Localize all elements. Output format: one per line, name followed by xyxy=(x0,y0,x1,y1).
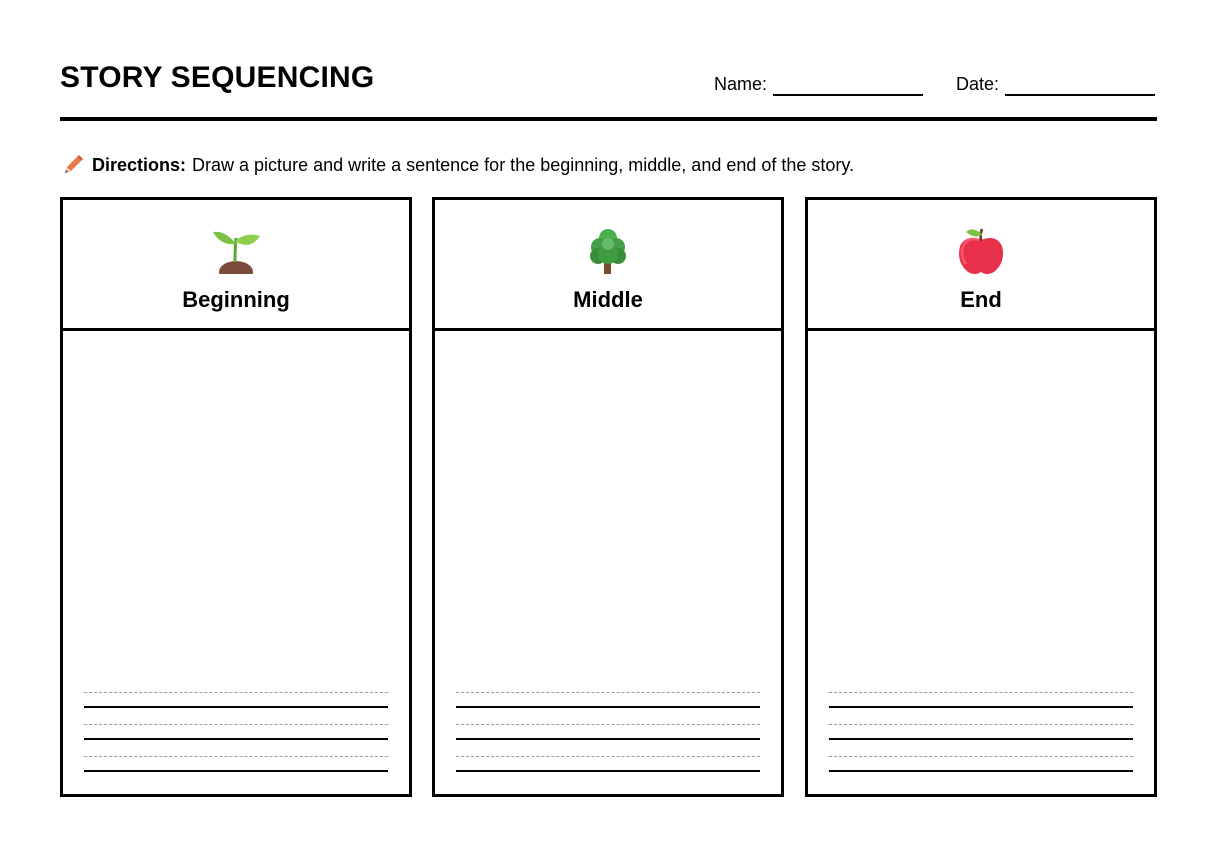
panel-header xyxy=(808,200,1154,331)
writing-line[interactable] xyxy=(456,692,760,724)
directions xyxy=(62,153,854,177)
writing-lines[interactable] xyxy=(84,692,388,788)
directions-text: Draw a picture and write a sentence for the beginning, middle, and end of the story. xyxy=(192,155,855,175)
worksheet-page xyxy=(60,0,1157,857)
writing-line[interactable] xyxy=(456,756,760,788)
pencil-icon xyxy=(62,154,84,176)
writing-line[interactable] xyxy=(829,724,1133,756)
date-blank-line[interactable] xyxy=(1005,76,1155,96)
writing-line[interactable] xyxy=(829,756,1133,788)
panel-beginning xyxy=(60,197,412,797)
sequence-panels xyxy=(60,197,1157,797)
writing-line[interactable] xyxy=(84,724,388,756)
date-label: Date: xyxy=(956,74,1000,94)
writing-line[interactable] xyxy=(84,756,388,788)
page-title: STORY SEQUENCING xyxy=(60,61,375,94)
panel-title: Middle xyxy=(573,287,643,312)
drawing-area[interactable] xyxy=(63,331,409,671)
panel-title: End xyxy=(960,287,1002,312)
apple-icon xyxy=(956,226,1006,276)
drawing-area[interactable] xyxy=(435,331,781,671)
worksheet-header xyxy=(60,58,1157,98)
panel-title: Beginning xyxy=(182,287,290,312)
writing-lines[interactable] xyxy=(456,692,760,788)
name-field[interactable] xyxy=(714,72,923,96)
header-divider xyxy=(60,117,1157,121)
directions-label: Directions: xyxy=(92,155,187,175)
seedling-icon xyxy=(211,226,261,276)
name-blank-line[interactable] xyxy=(773,76,923,96)
writing-line[interactable] xyxy=(829,692,1133,724)
tree-icon xyxy=(583,226,633,276)
drawing-area[interactable] xyxy=(808,331,1154,671)
name-label: Name: xyxy=(714,74,768,94)
panel-middle xyxy=(432,197,784,797)
writing-line[interactable] xyxy=(456,724,760,756)
panel-header xyxy=(63,200,409,331)
date-field[interactable] xyxy=(956,72,1155,96)
writing-lines[interactable] xyxy=(829,692,1133,788)
panel-end xyxy=(805,197,1157,797)
panel-header xyxy=(435,200,781,331)
writing-line[interactable] xyxy=(84,692,388,724)
